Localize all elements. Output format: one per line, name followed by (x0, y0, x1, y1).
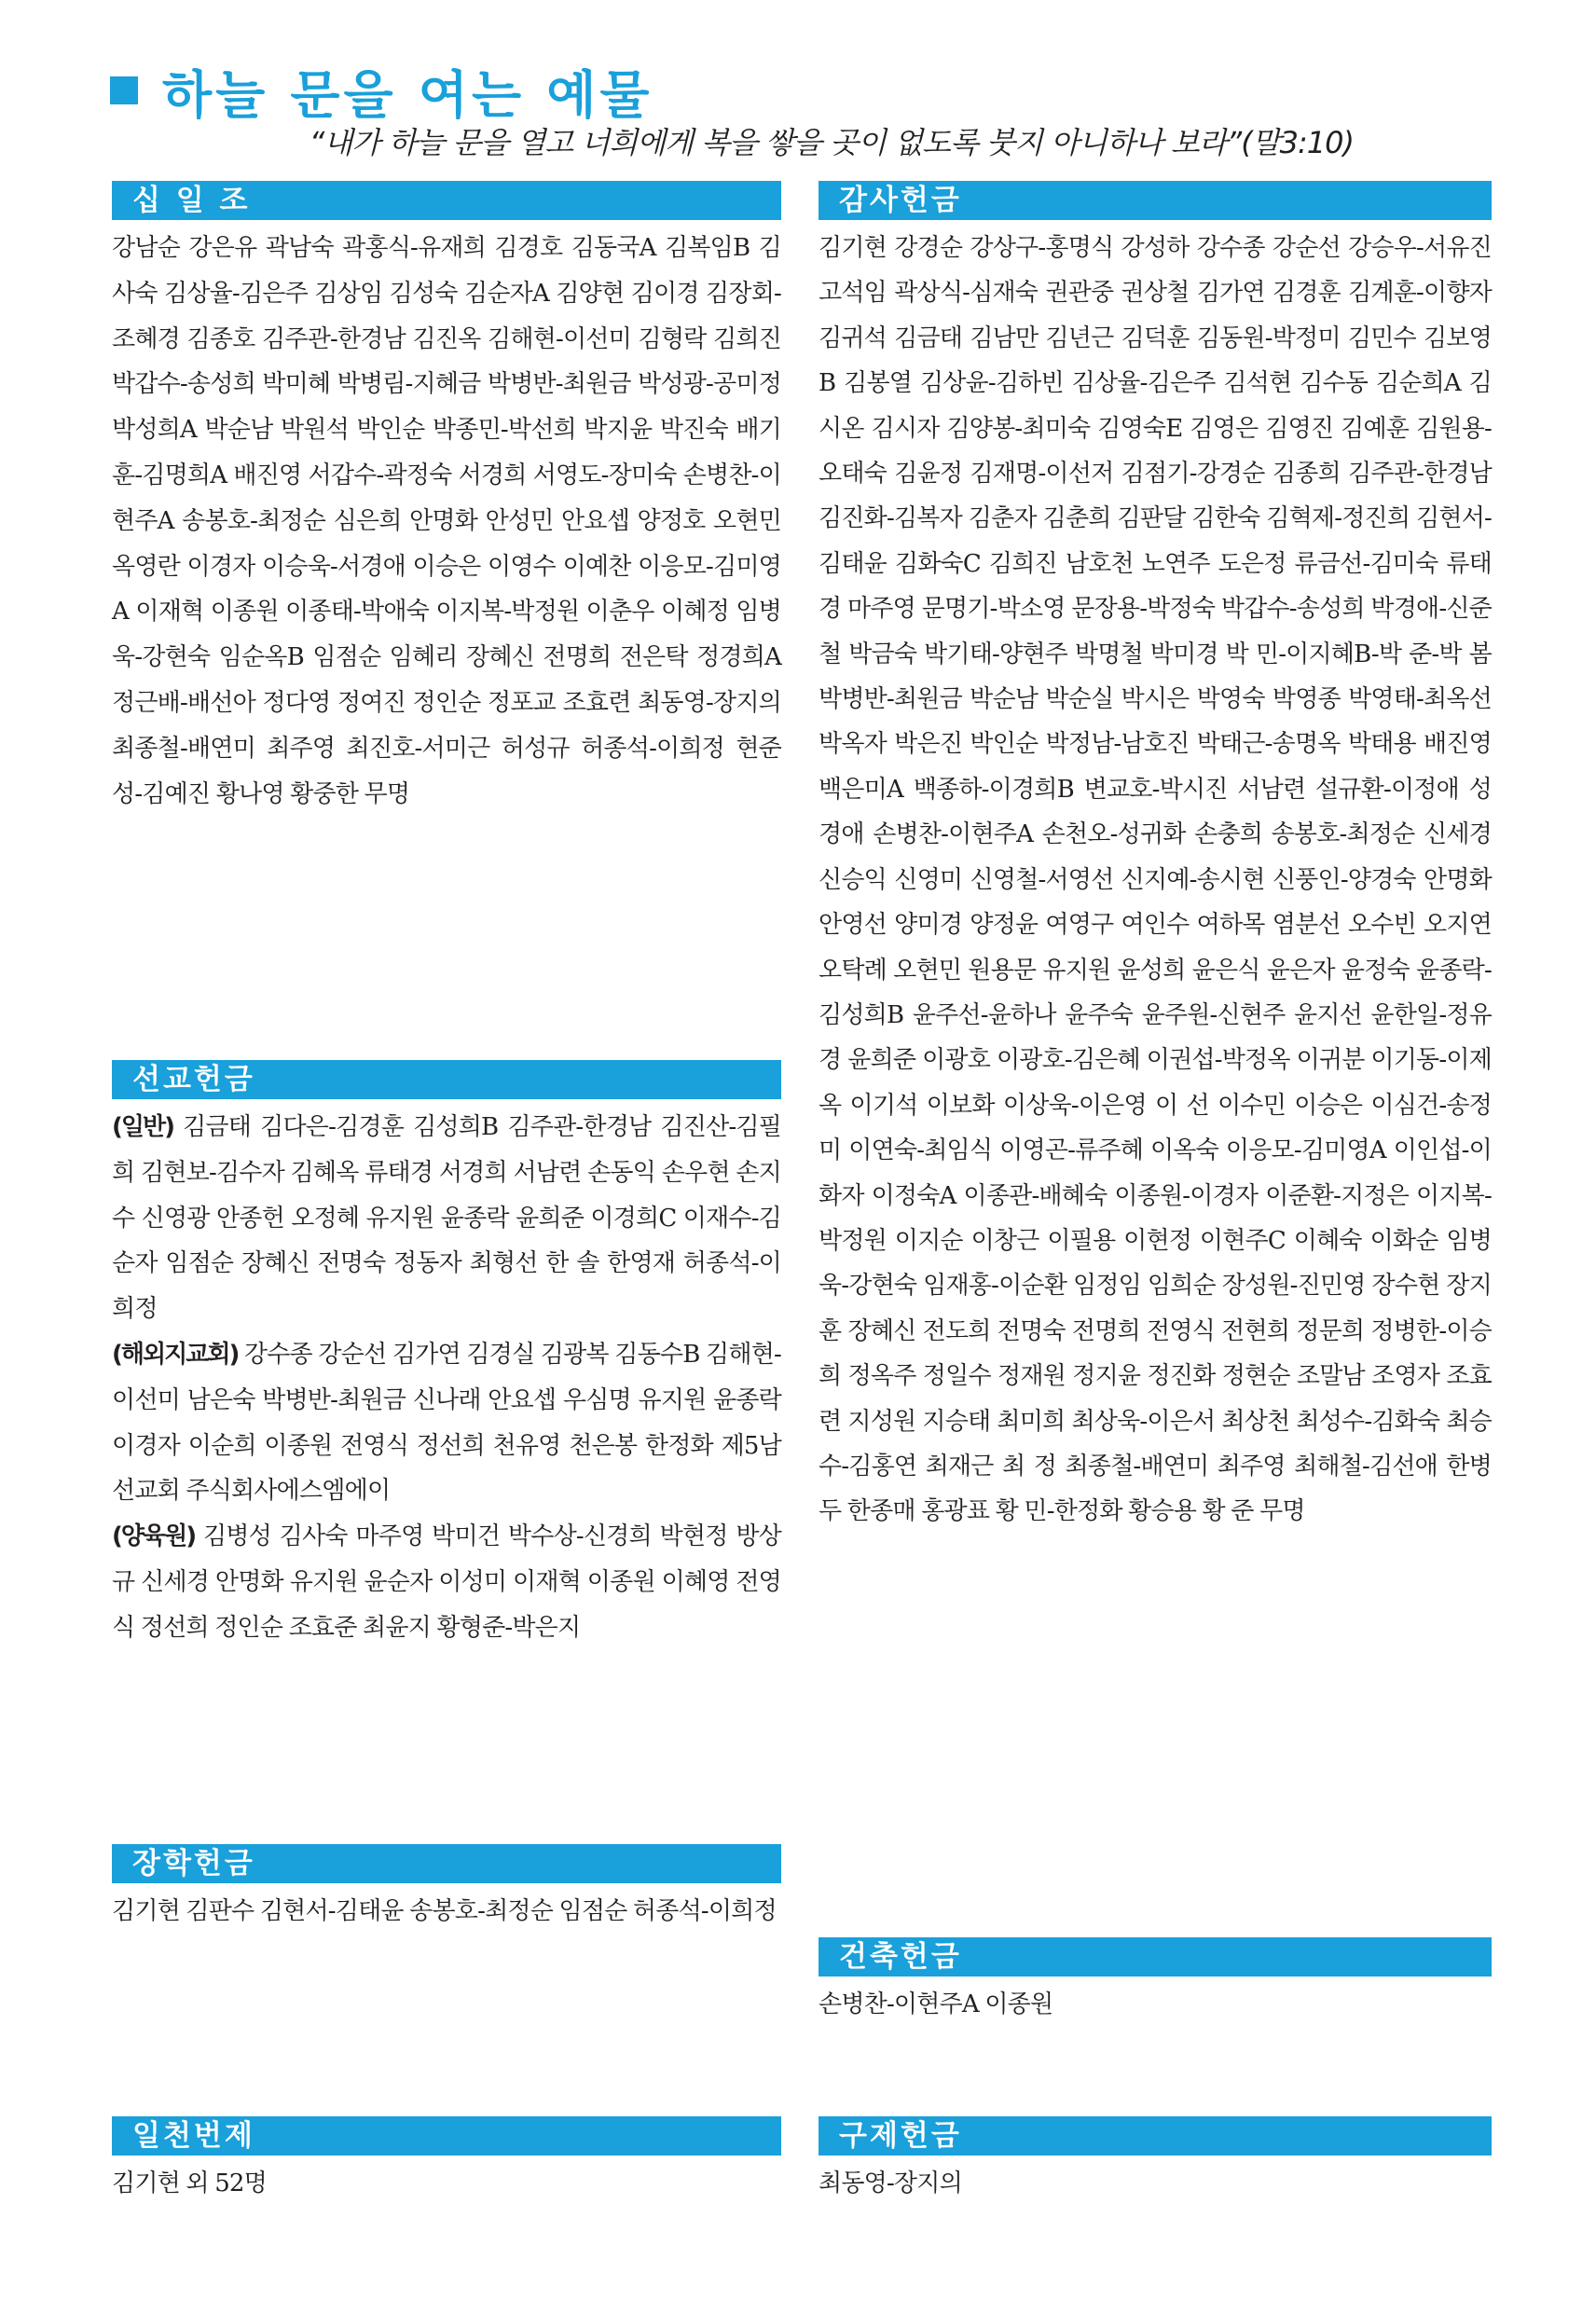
mission-overseas (112, 1332, 781, 1514)
bible-verse: “내가 하늘 문을 열고 너희에게 복을 쌓을 곳이 없도록 붓지 아니하나 보라”(말3:10) (309, 125, 1354, 160)
page-title-row (110, 58, 653, 123)
mission-nursing-label: (양육원) (112, 1522, 196, 1551)
scholarship-section (112, 1844, 781, 1935)
mission-section (112, 1060, 781, 1651)
mission-overseas-names: 강수종 강순선 김가연 김경실 김광복 김동수B 김해현-이선미 남은숙 박병반-최원금 신나래 안요셉 우심명 유지원 윤종락 이경자 이순희 이종원 전영식 정선희 천유영 천은봉 한정화 제5남선교회 주식회사에스엠에이 (112, 1340, 781, 1506)
relief-names: 최동영-장지의 (819, 2169, 962, 2197)
relief-section (819, 2116, 1492, 2207)
mission-header: 선교헌금 (112, 1060, 781, 1099)
scholarship-names: 김기현 김판수 김현서-김태윤 송봉호-최정순 임점순 허종석-이희정 (112, 1897, 777, 1925)
mission-general-names: 김금태 김다은-김경훈 김성희B 김주관-한경남 김진산-김필희 김현보-김수자 김혜옥 류태경 서경희 서남련 손동익 손우현 손지수 신영광 안종헌 오정혜 유지원 윤종락 윤희준 이경희C 이재수-김순자 임점순 장혜신 전명숙 정동자 최형선 한 솔 한영재 허종석-이희정 (112, 1113, 781, 1324)
thanks-names: 김기현 강경순 강상구-홍명식 강성하 강수종 강순선 강승우-서유진 고석임 곽상식-심재숙 권관중 권상철 김가연 김경훈 김계훈-이향자 김귀석 김금태 김남만 김년근 김덕훈 김동원-박정미 김민수 김보영B 김봉열 김상윤-김하빈 김상율-김은주 김석현 김수동 김순희A 김시온 김시자 김양봉-최미숙 김영숙E 김영은 김영진 김예훈 김원용-오태숙 김윤정 김재명-이선저 김점기-강경순 김종희 김주관-한경남 김진화-김복자 김춘자 김춘희 김판달 김한숙 김혁제-정진희 김현서-김태윤 김화숙C 김희진 남호천 노연주 도은정 류금선-김미숙 류태경 마주영 문명기-박소영 문장용-박정숙 박갑수-송성희 박경애-신준철 박금숙 박기태-양현주 박명철 박미경 박 민-이지혜B-박 준-박 봄 박병반-최원금 박순남 박순실 박시은 박영숙 박영종 박영태-최옥선 박옥자 박은진 박인순 박정남-남호진 박태근-송명옥 박태용 배진영 백은미A 백종하-이경희B 변교호-박시진 서남련 설규환-이정애 성경애 손병찬-이현주A 손천오-성귀화 손충희 송봉호-최정순 신세경 신승익 신영미 신영철-서영선 신지예-송시현 신풍인-양경숙 안명화 안영선 양미경 양정윤 여영구 여인수 여하목 염분선 오수빈 오지연 오탁례 오현민 원용문 유지원 윤성희 윤은식 윤은자 윤정숙 윤종락-김성희B 윤주선-윤하나 윤주숙 윤주원-신현주 윤지선 윤한일-정유경 윤희준 이광호 이광호-김은혜 이권섭-박정옥 이귀분 이기동-이제옥 이기석 이보화 이상욱-이은영 이 선 이수민 이승은 이심건-송정미 이연숙-최임식 이영곤-류주혜 이옥숙 이응모-김미영A 이인섭-이화자 이정숙A 이종관-배혜숙 이종원-이경자 이준환-지정은 이지복-박정원 이지순 이창근 이필용 이현정 이현주C 이혜숙 이화순 임병욱-강현숙 임재홍-이순환 임정임 임희순 장성원-진민영 장수현 장지훈 장혜신 전도희 전명숙 전명희 전영식 전현희 정문희 정병한-이승희 정옥주 정일수 정재원 정지윤 정진화 정현순 조말남 조영자 조효련 지성원 지승태 최미희 최상욱-이은서 최상천 최성수-김화숙 최승수-김홍연 최재근 최 정 최종철-배연미 최주영 최해철-김선애 한병두 한종매 홍광표 황 민-한정화 황승용 황 준 무명 (819, 234, 1492, 1526)
thousand-offering-header: 일천번제 (112, 2116, 781, 2156)
thanks-section (819, 181, 1492, 1535)
building-section (819, 1937, 1492, 2028)
relief-header: 구제헌금 (819, 2116, 1492, 2156)
mission-general (112, 1105, 781, 1332)
page-title: 하늘 문을 여는 예물 (162, 64, 654, 125)
mission-nursing-names: 김병성 김사숙 마주영 박미건 박수상-신경희 박현정 방상규 신세경 안명화 유지원 윤순자 이성미 이재혁 이종원 이혜영 전영식 정선희 정인순 조효준 최윤지 황형준-박은지 (112, 1522, 782, 1642)
title-square-icon (110, 76, 138, 104)
tithe-names: 강남순 강은유 곽남숙 곽홍식-유재희 김경호 김동국A 김복임B 김사숙 김상율-김은주 김상임 김성숙 김순자A 김양현 김이경 김장회-조혜경 김종호 김주관-한경남 김진옥 김해현-이선미 김형락 김희진 박갑수-송성희 박미혜 박병림-지혜금 박병반-최원금 박성광-공미정 박성희A 박순남 박원석 박인순 박종민-박선희 박지윤 박진숙 배기훈-김명희A 배진영 서갑수-곽정숙 서경희 서영도-장미숙 손병찬-이현주A 송봉호-최정순 심은희 안명화 안성민 안요셉 양정호 오현민 옥영란 이경자 이승욱-서경애 이승은 이영수 이예찬 이응모-김미영A 이재혁 이종원 이종태-박애숙 이지복-박정원 이춘우 이혜정 임병욱-강현숙 임순옥B 임점순 임혜리 장혜신 전명희 전은탁 정경희A 정근배-배선아 정다영 정여진 정인순 정포교 조효련 최동영-장지의 최종철-배연미 최주영 최진호-서미근 허성규 허종석-이희정 현준성-김예진 황나영 황중한 무명 (112, 234, 781, 808)
scholarship-header: 장학헌금 (112, 1844, 781, 1883)
mission-overseas-label: (해외지교회) (112, 1340, 239, 1369)
building-names: 손병찬-이현주A 이종원 (819, 1990, 1053, 2018)
mission-nursing (112, 1514, 781, 1650)
thousand-offering-names: 김기현 외 52명 (112, 2169, 267, 2197)
tithe-header: 십 일 조 (112, 181, 781, 220)
mission-general-label: (일반) (112, 1113, 173, 1141)
thousand-offering-section (112, 2116, 781, 2207)
mission-names (112, 1105, 781, 1651)
building-header: 건축헌금 (819, 1937, 1492, 1977)
thanks-header: 감사헌금 (819, 181, 1492, 220)
tithe-section (112, 181, 781, 817)
